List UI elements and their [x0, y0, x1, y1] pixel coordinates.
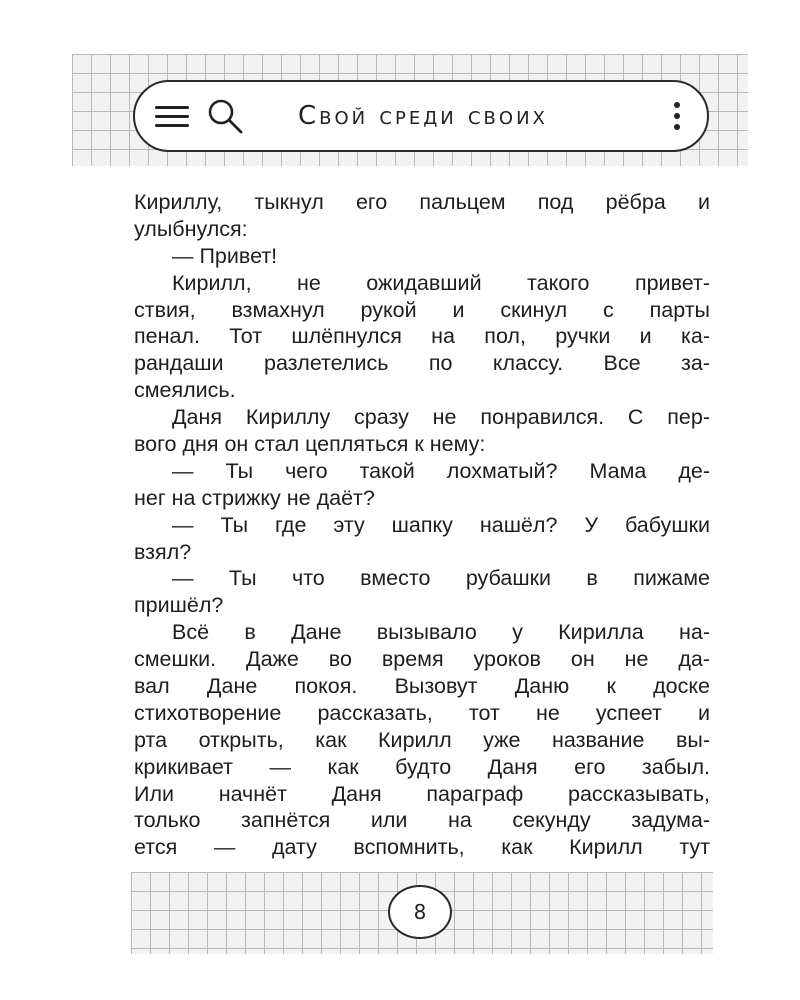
- text-line: смешки. Даже во время уроков он не да-: [134, 647, 710, 672]
- text-line: — Привет!: [172, 243, 278, 268]
- text-line: стихотворение рассказать, тот не успеет и: [134, 700, 710, 725]
- text-line: только запнётся или на секунду задума-: [134, 808, 710, 833]
- text-line: крикивает — как будто Даня его забыл.: [134, 754, 710, 779]
- text-line: ется — дату вспомнить, как Кирилл тут: [134, 835, 710, 860]
- page-number: 8: [388, 885, 452, 939]
- text-line: Кирилл, не ожидавший такого привет-: [172, 270, 710, 295]
- text-line: ствия, взмахнул рукой и скинул с парты: [134, 297, 710, 322]
- text-line: — Ты что вместо рубашки в пижаме: [172, 566, 710, 591]
- text-line: пенал. Тот шлёпнулся на пол, ручки и ка-: [134, 324, 710, 349]
- text-line: Даня Кириллу сразу не понравился. С пер-: [172, 405, 710, 430]
- header-bar: [133, 80, 709, 152]
- text-line: рта открыть, как Кирилл уже название вы-: [134, 727, 710, 752]
- text-line: пришёл?: [134, 593, 224, 618]
- text-line: рандаши разлетелись по классу. Все за-: [134, 351, 710, 376]
- page-title: Свой среди своих: [298, 101, 548, 131]
- hamburger-menu-icon[interactable]: [155, 104, 189, 130]
- text-line: нег на стрижку не даёт?: [134, 485, 375, 510]
- text-line: вого дня он стал цепляться к нему:: [134, 432, 486, 457]
- search-icon[interactable]: [205, 96, 245, 136]
- text-line: вал Дане покоя. Вызовут Даню к доске: [134, 674, 710, 699]
- text-line: смеялись.: [134, 378, 236, 403]
- text-line: — Ты чего такой лохматый? Мама де-: [172, 458, 710, 483]
- text-line: взял?: [134, 539, 192, 564]
- text-line: Кириллу, тыкнул его пальцем под рёбра и: [134, 190, 710, 214]
- text-line: — Ты где эту шапку нашёл? У бабушки: [172, 512, 710, 537]
- text-line: Или начнёт Даня параграф рассказывать,: [134, 781, 710, 806]
- text-line: улыбнулся:: [134, 216, 248, 241]
- text-line: Всё в Дане вызывало у Кирилла на-: [172, 620, 710, 645]
- story-text: [134, 189, 710, 861]
- vertical-dots-icon[interactable]: [673, 100, 681, 134]
